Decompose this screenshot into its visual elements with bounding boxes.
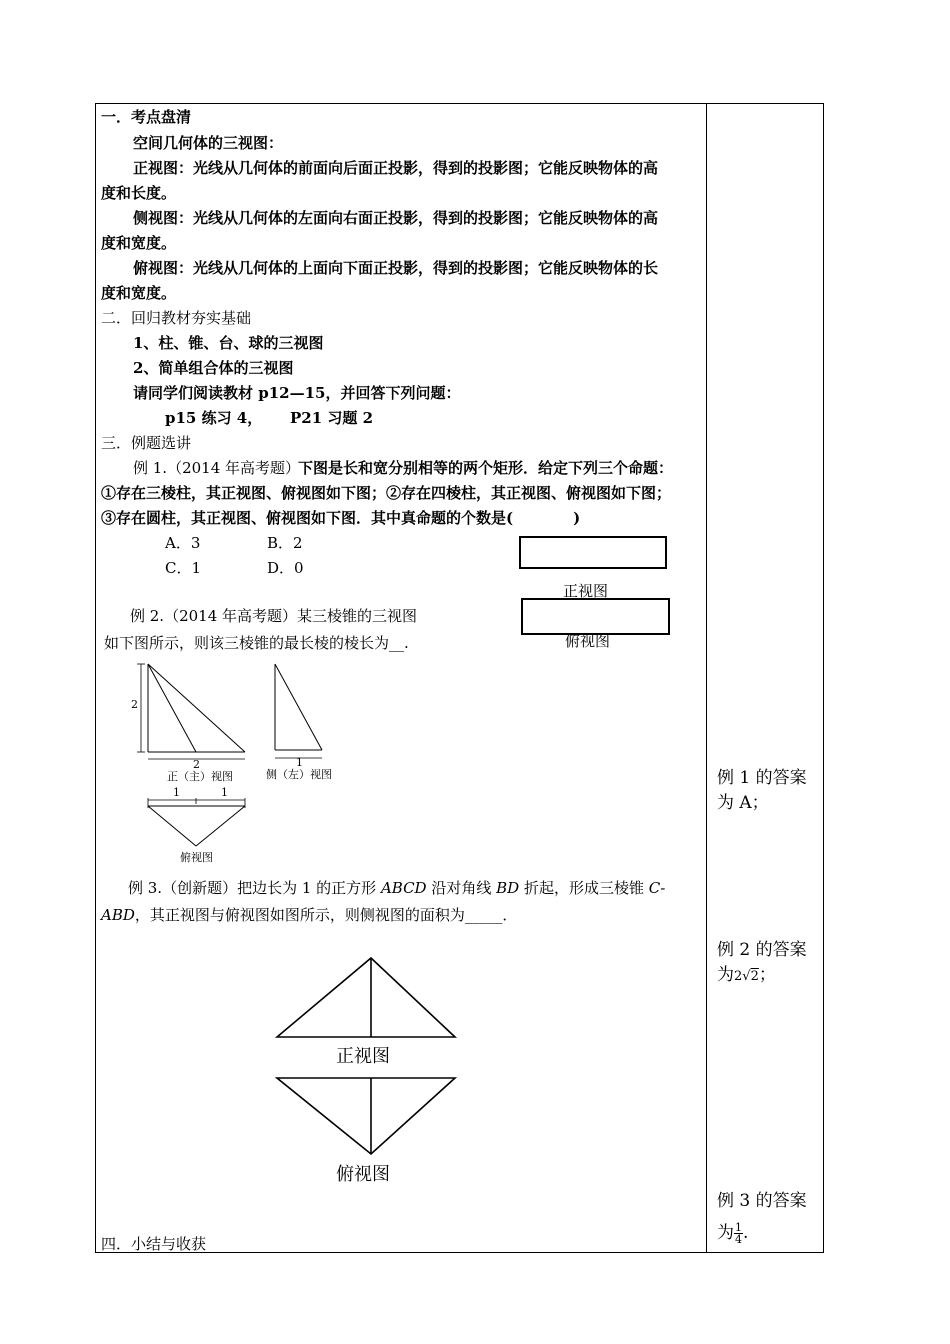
option-c: C．1 (165, 559, 202, 577)
example3-top-view-diagram (274, 1075, 459, 1157)
example3-front-view-label: 正视图 (336, 1046, 390, 1067)
answer3-line2: 为 $\frac{1}{4}$ . (717, 1221, 749, 1246)
example2-text-1: 例 2.（2014 年高考题）某三棱锥的三视图 (130, 607, 418, 625)
example3-text-1: 例 3.（创新题）把边长为 1 的正方形 ABCD 沿对角线 BD 折起，形成三棱锥 C- (128, 879, 666, 897)
option-d: D．0 (267, 559, 304, 577)
answer1-line1: 例 1 的答案 (717, 768, 807, 788)
example3-top-view-label: 俯视图 (336, 1164, 390, 1185)
exercise-ref-1: p15 练习 4， (165, 409, 263, 427)
example1-top-view-label: 俯视图 (565, 632, 611, 650)
example2-top-dimension-right: 1 (221, 786, 228, 799)
side-view-definition: 侧视图：光线从几何体的左面向右面正投影，得到的投影图；它能反映物体的高 (133, 209, 659, 227)
example3-text-2: ABD，其正视图与俯视图如图所示，则侧视图的面积为_____． (101, 906, 518, 924)
example1-source: 例 1.（2014 年高考题） (133, 459, 301, 477)
top-view-definition-cont: 度和宽度。 (101, 284, 177, 302)
example2-side-view-label: 侧（左）视图 (266, 768, 332, 781)
example2-side-dimension: 1 (296, 756, 303, 769)
exercise-ref-2: P21 习题 2 (290, 409, 374, 427)
section1-heading: 一．考点盘清 (101, 108, 192, 126)
front-view-definition-cont: 度和长度。 (101, 184, 177, 202)
section2-heading: 二．回归教材夯实基础 (101, 309, 252, 327)
front-view-definition: 正视图：光线从几何体的前面向后面正投影，得到的投影图；它能反映物体的高 (133, 159, 659, 177)
example2-front-view-label: 正（主）视图 (167, 770, 233, 783)
answer2-radical: 2√2 (734, 969, 759, 984)
example2-text-2: 如下图所示，则该三棱锥的最长棱的棱长为__. (104, 634, 409, 652)
example2-top-view-diagram (145, 790, 250, 850)
example2-top-dimension-left: 1 (173, 786, 180, 799)
example2-height-dimension: 2 (131, 698, 138, 711)
section4-heading: 四．小结与收获 (101, 1235, 207, 1253)
example3-front-view-diagram (274, 955, 459, 1040)
example2-base-dimension: 2 (193, 758, 200, 771)
option-b: B．2 (267, 534, 303, 552)
example1-front-view-rectangle (519, 536, 667, 569)
example2-front-view-diagram (128, 662, 253, 762)
example1-front-view-label: 正视图 (563, 582, 609, 600)
example2-top-view-label: 俯视图 (180, 851, 213, 864)
answer2-line1: 例 2 的答案 (717, 940, 807, 960)
side-view-definition-cont: 度和宽度。 (101, 234, 177, 252)
answer3-line1: 例 3 的答案 (717, 1191, 807, 1211)
answer2-line2: 为2√2； (717, 965, 776, 985)
section3-heading: 三．例题选讲 (101, 434, 192, 452)
example1-text-3: ③存在圆柱，其正视图、俯视图如下图．其中真命题的个数是( ) (101, 509, 581, 527)
section2-instruction: 请同学们阅读教材 p12—15，并回答下列问题： (133, 384, 461, 402)
top-view-definition: 俯视图：光线从几何体的上面向下面正投影，得到的投影图；它能反映物体的长 (133, 259, 659, 277)
section1-subheading: 空间几何体的三视图： (133, 134, 284, 152)
answer3-fraction: $\frac{1}{4}$ (735, 1221, 742, 1246)
section2-item2: 2、简单组合体的三视图 (133, 359, 294, 377)
answer1-line2: 为 A； (717, 793, 769, 813)
example1-text-1: 下图是长和宽分别相等的两个矩形．给定下列三个命题： (298, 459, 674, 477)
example1-text-2: ①存在三棱柱，其正视图、俯视图如下图；②存在四棱柱，其正视图、俯视图如下图； (101, 484, 672, 502)
example1-top-view-rectangle (521, 598, 670, 635)
column-divider (706, 103, 707, 1253)
section2-item1: 1、柱、锥、台、球的三视图 (133, 334, 324, 352)
example2-side-view-diagram (270, 662, 330, 762)
option-a: A．3 (165, 534, 201, 552)
